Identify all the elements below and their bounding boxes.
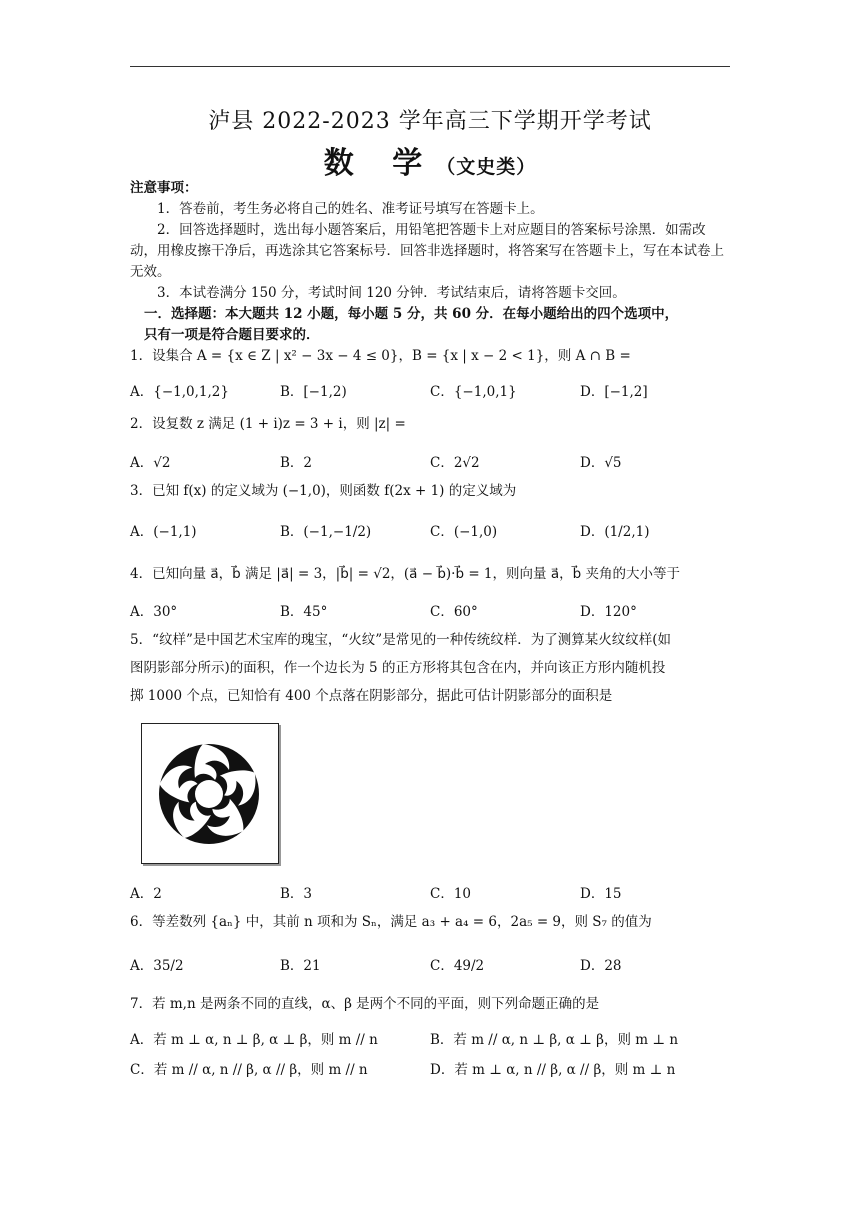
question-3: 3．已知 f(x) 的定义域为 (−1,0)，则函数 f(2x + 1) 的定义域为 (130, 483, 517, 499)
section-heading-line2: 只有一项是符合题目要求的． (144, 327, 320, 343)
notice-heading: 注意事项： (130, 180, 198, 196)
notice-item-3: 3．本试卷满分 150 分，考试时间 120 分钟．考试结束后，请将答题卡交回。 (157, 285, 626, 301)
section-heading-line1: 一．选择题：本大题共 12 小题，每小题 5 分，共 60 分．在每小题给出的四个选项中， (144, 306, 679, 322)
fire-pattern-figure (141, 723, 279, 864)
top-rule (130, 66, 730, 67)
q7-option-b: B．若 m // α, n ⊥ β, α ⊥ β，则 m ⊥ n (430, 1032, 679, 1048)
q6-option-a: A．35/2 (130, 958, 184, 974)
subject-note: （文史类） (436, 156, 537, 178)
q4-option-a: A．30° (130, 604, 178, 620)
q2-option-c: C．2√2 (430, 455, 480, 471)
question-2: 2．设复数 z 满足 (1 + i)z = 3 + i，则 |z| = (130, 416, 406, 432)
q1-option-d: D．[−1,2] (580, 384, 648, 400)
q6-option-c: C．49/2 (430, 958, 485, 974)
q7-option-d: D．若 m ⊥ α, n // β, α // β，则 m ⊥ n (430, 1062, 676, 1078)
q3-option-c: C．(−1,0) (430, 524, 498, 540)
q2-option-b: B．2 (280, 455, 313, 471)
q3-option-b: B．(−1,−1/2) (280, 524, 372, 540)
notice-item-2: 2．回答选择题时，选出每小题答案后，用铅笔把答题卡上对应题目的答案标号涂黑．如需改动，用橡皮擦干净后，再选涂其它答案标号．回答非选择题时，将答案写在答题卡上，写在本试卷上无效。 (130, 222, 724, 280)
question-6: 6．等差数列 {aₙ} 中，其前 n 项和为 Sₙ，满足 a₃ + a₄ = 6，2a₅ = 9，则 S₇ 的值为 (130, 914, 652, 930)
question-5-line2: 图阴影部分所示)的面积，作一个边长为 5 的正方形将其包含在内，并向该正方形内随机投 (130, 660, 666, 676)
question-7: 7．若 m,n 是两条不同的直线，α、β 是两个不同的平面，则下列命题正确的是 (130, 996, 600, 1012)
question-4: 4．已知向量 a⃗，b⃗ 满足 |a⃗| = 3，|b⃗| = √2，(a⃗ − b⃗)·b⃗ = 1，则向量 a⃗，b⃗ 夹角的大小等于 (130, 566, 680, 582)
q3-option-a: A．(−1,1) (130, 524, 197, 540)
q2-option-d: D．√5 (580, 455, 622, 471)
q1-option-b: B．[−1,2) (280, 384, 347, 400)
fire-pattern-svg (142, 724, 278, 863)
q5-option-b: B．3 (280, 886, 313, 902)
q6-option-b: B．21 (280, 958, 321, 974)
subject-name: 数 学 (323, 146, 437, 181)
q5-option-d: D．15 (580, 886, 622, 902)
question-5-line3: 掷 1000 个点，已知恰有 400 个点落在阴影部分，据此可估计阴影部分的面积是 (130, 688, 613, 704)
q7-option-a: A．若 m ⊥ α, n ⊥ β, α ⊥ β，则 m // n (130, 1032, 378, 1048)
q1-option-a: A．{−1,0,1,2} (130, 384, 229, 400)
q4-option-b: B．45° (280, 604, 328, 620)
q5-option-c: C．10 (430, 886, 472, 902)
q4-option-c: C．60° (430, 604, 478, 620)
q3-option-d: D．(1/2,1) (580, 524, 650, 540)
q5-option-a: A．2 (130, 886, 162, 902)
exam-title: 泸县 2022-2023 学年高三下学期开学考试 (208, 109, 652, 134)
subject-heading (0, 138, 860, 182)
q6-option-d: D．28 (580, 958, 622, 974)
q1-option-c: C．{−1,0,1} (430, 384, 517, 400)
question-1: 1．设集合 A = {x ∈ Z | x² − 3x − 4 ≤ 0}，B = {x | x − 2 < 1}，则 A ∩ B = (130, 348, 631, 364)
q4-option-d: D．120° (580, 604, 637, 620)
q7-option-c: C．若 m // α, n // β, α // β，则 m // n (130, 1062, 368, 1078)
question-5-line1: 5．“纹样”是中国艺术宝库的瑰宝，“火纹”是常见的一种传统纹样．为了测算某火纹纹样(如 (130, 632, 671, 648)
notice-item-1: 1．答卷前，考生务必将自己的姓名、准考证号填写在答题卡上。 (157, 201, 544, 217)
q2-option-a: A．√2 (130, 455, 171, 471)
